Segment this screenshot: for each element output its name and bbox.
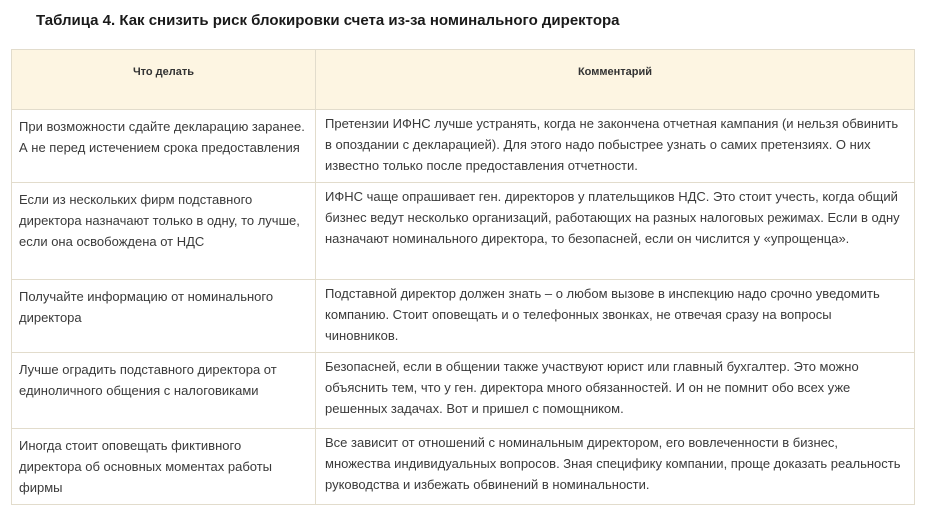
cell-comment-text: ИФНС чаще опрашивает ген. директоров у плательщиков НДС. Это стоит учесть, когда общий бизнес ведут несколько организаций, работающих на разных налоговых режимах. Если в одну назначают номинального директора, то безопасней, если он числится у «упрощенца».	[325, 189, 900, 246]
cell-what	[12, 429, 316, 505]
cell-what-text: Получайте информацию от номинального директора	[19, 289, 274, 325]
cell-comment-text: Подставной директор должен знать – о любом вызове в инспекцию надо срочно уведомить компанию. Стоит оповещать и о телефонных звонках, не отвечая сразу на вопросы чиновников.	[325, 286, 880, 343]
table-row	[12, 280, 915, 353]
cell-comment-text: Все зависит от отношений с номинальным директором, его вовлеченности в бизнес, множества индивидуальных вопросов. Зная специфику компании, проще доказать реальность руководства и избежать обвинений в номинальности.	[325, 435, 901, 492]
cell-what	[12, 353, 316, 429]
cell-comment	[316, 280, 915, 353]
cell-what	[12, 183, 316, 280]
cell-what-text: Иногда стоит оповещать фиктивного директора об основных моментах работы фирмы	[19, 438, 273, 495]
cell-what	[12, 110, 316, 183]
cell-comment	[316, 429, 915, 505]
table-row	[12, 183, 915, 280]
cell-comment	[316, 110, 915, 183]
cell-what-text: Лучше оградить подставного директора от единоличного общения с налоговиками	[19, 362, 277, 398]
cell-comment-text: Безопасней, если в общении также участвуют юрист или главный бухгалтер. Это можно объяснить тем, что у ген. директора много обязанностей. И он не помнит обо всех уже решенных задачах. Вот и пришел с помощником.	[325, 359, 859, 416]
cell-comment	[316, 353, 915, 429]
cell-comment	[316, 183, 915, 280]
cell-comment-text: Претензии ИФНС лучше устранять, когда не закончена отчетная кампания (и нельзя обвинить в опоздании с декларацией). Для этого надо побыстрее узнать о самих претензиях. О них известно только после предоставления отчетности.	[325, 116, 899, 173]
table-row	[12, 110, 915, 183]
table-header-row	[12, 50, 915, 110]
cell-what	[12, 280, 316, 353]
cell-what-text: При возможности сдайте декларацию заранее. А не перед истечением срока предоставления	[19, 119, 305, 155]
risk-table	[11, 49, 915, 505]
table-row	[12, 353, 915, 429]
table-row	[12, 429, 915, 505]
header-comment: Комментарий	[316, 50, 915, 110]
table-title: Таблица 4. Как снизить риск блокировки счета из-за номинального директора	[36, 12, 620, 29]
cell-what-text: Если из нескольких фирм подставного директора назначают только в одну, то лучше, если она освобождена от НДС	[19, 192, 300, 249]
header-what: Что делать	[12, 50, 316, 110]
